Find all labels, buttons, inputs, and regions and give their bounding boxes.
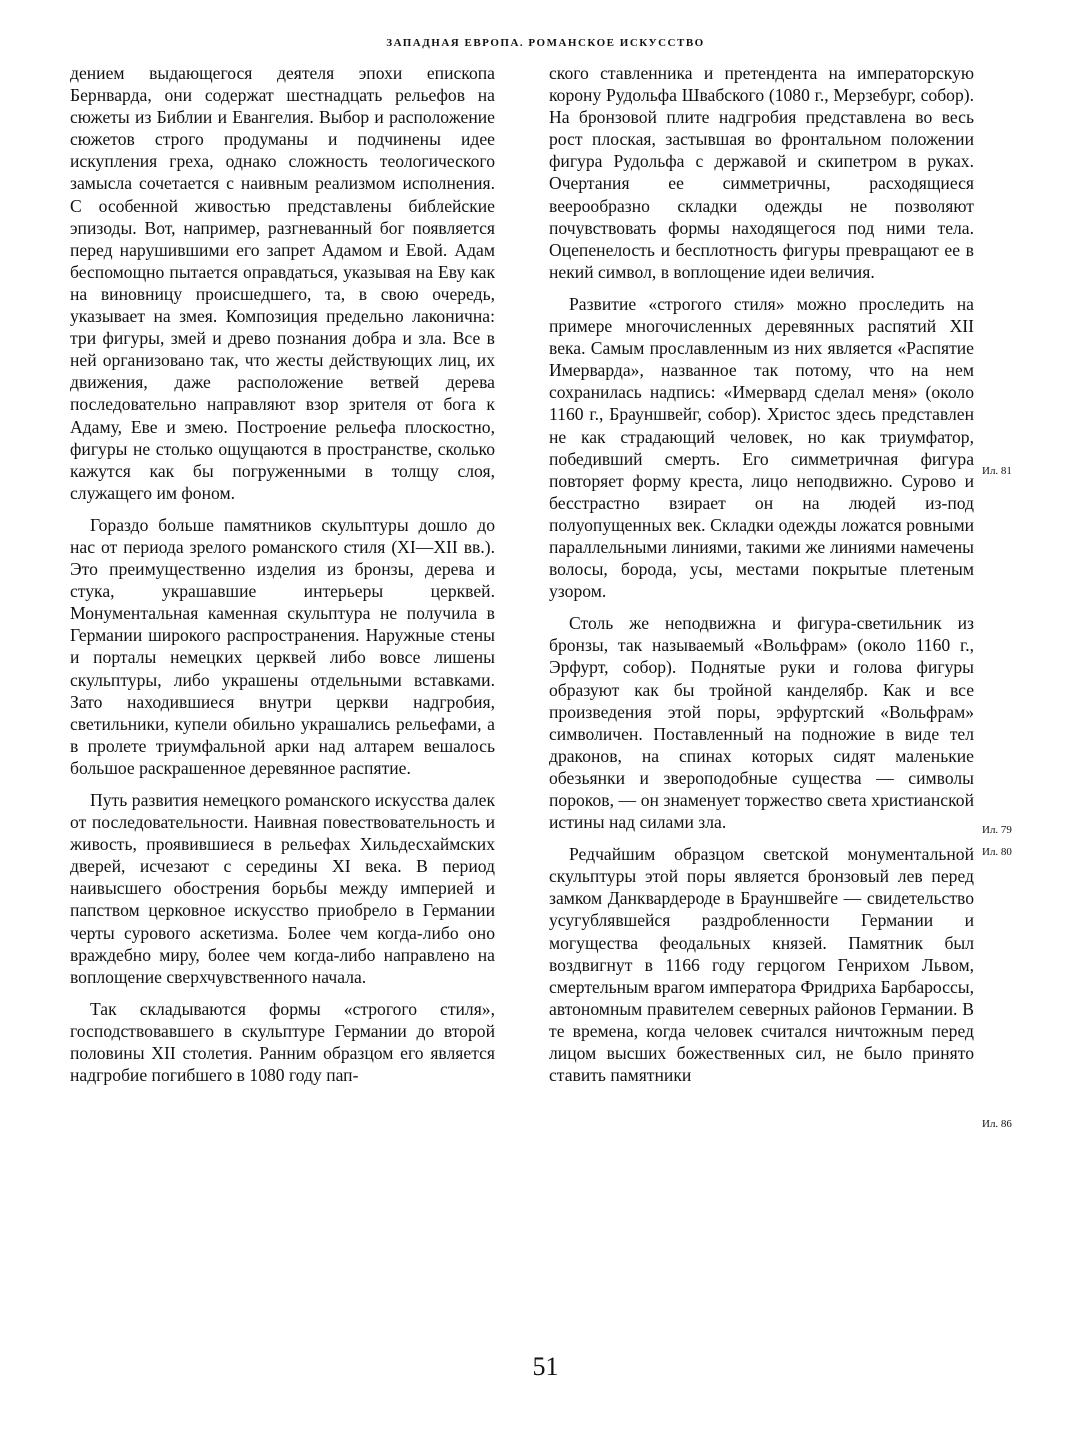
paragraph: Путь развития немецкого романского искусства далек от последовательности. Наивная повествовательность и живость, проявившиеся в рельефах Хильдесхаймских дверей, исчезают с середины XI века. В период наивысшего обострения борьбы между империей и папством церковное искусство приобрело в Германии черты сурового аскетизма. Более чем когда-либо оно враждебно миру, более чем когда-либо направлено на воплощение сверхчувственного начала. <box>70 790 495 987</box>
paragraph: ского ставленника и претендента на императорскую корону Рудольфа Швабского (1080 г., Мерзебург, собор). На бронзовой плите надгробия представлена во весь рост плоская, застывшая во фронтальном положении фигура Рудольфа с державой и скипетром в руках. Очертания ее симметричны, расходящиеся веерообразно складки одежды не позволяют почувствовать формы находящегося под ними тела. Оцепенелость и бесплотность фигуры превращают ее в некий символ, в воплощение идеи величия. <box>549 63 974 282</box>
running-header: ЗАПАДНАЯ ЕВРОПА. РОМАНСКОЕ ИСКУССТВО <box>386 37 705 49</box>
paragraph: Редчайшим образцом светской монументальной скульптуры этой поры является бронзовый лев перед замком Данквардероде в Брауншвейге — свидетельство усугублявшейся раздробленности Германии и могущества феодальных князей. Памятник был воздвигнут в 1166 году герцогом Генрихом Львом, смертельным врагом императора Фридриха Барбароссы, автономным правителем северных районов Германии. В те времена, когда человек считался ничтожным перед лицом высших божественных сил, не было принято ставить памятники <box>549 844 974 1086</box>
illustration-ref: Ил. 86 <box>982 1118 1012 1130</box>
illustration-ref: Ил. 79 <box>982 824 1012 836</box>
illustration-ref: Ил. 80 <box>982 846 1012 858</box>
illustration-ref: Ил. 81 <box>982 465 1012 477</box>
right-column <box>549 62 974 1086</box>
paragraph: дением выдающегося деятеля эпохи епископа Бернварда, они содержат шестнадцать рельефов на сюжеты из Библии и Евангелия. Выбор и расположение сюжетов строго продуманы и подчинены идее искупления греха, однако сложность теологического замысла сочетается с наивным реализмом исполнения. С особенной живостью представлены библейские эпизоды. Вот, например, разгневанный бог появляется перед нарушившими его запрет Адамом и Евой. Адам беспомощно пытается оправдаться, указывая на Еву как на виновницу происшедшего, та, в свою очередь, указывает на змея. Композиция предельно лаконична: три фигуры, змей и древо познания добра и зла. Все в ней организовано так, что жесты действующих лиц, их движения, даже расположение ветвей дерева последовательно направляют взор зрителя от бога к Адаму, Еве и змею. Построение рельефа плоскостно, фигуры не столько ощущаются в пространстве, сколько кажутся как бы погруженными в толщу слоя, служащего им фоном. <box>70 63 495 503</box>
paragraph: Развитие «строгого стиля» можно проследить на примере многочисленных деревянных распятий XII века. Самым прославленным из них является «Распятие Имерварда», названное так потому, что на нем сохранилась надпись: «Имервард сделал меня» (около 1160 г., Брауншвейг, собор). Христос здесь представлен не как страдающий человек, но как триумфатор, победивший смерть. Его симметричная фигура повторяет форму креста, лицо неподвижно. Сурово и бесстрастно взирает он на людей из-под полуопущенных век. Складки одежды ложатся ровными параллельными линиями, такими же линиями намечены волосы, борода, усы, местами покрытые плетеным узором. <box>549 293 974 602</box>
page-number: 51 <box>532 1352 559 1381</box>
left-column <box>70 62 495 1086</box>
paragraph: Так складываются формы «строгого стиля», господствовавшего в скульптуре Германии до второй половины XII столетия. Ранним образцом его является надгробие погибшего в 1080 году пап- <box>70 998 495 1086</box>
paragraph: Столь же неподвижна и фигура-светильник из бронзы, так называемый «Вольфрам» (около 1160 г., Эрфурт, собор). Поднятые руки и голова фигуры образуют как бы тройной канделябр. Как и все произведения этой поры, эрфуртский «Вольфрам» символичен. Поставленный на подножие в виде тел драконов, на спинах которых сидят маленькие обезьянки и звероподобные существа — символы пороков, — он знаменует торжество света христианской истины над силами зла. <box>549 613 974 833</box>
paragraph: Гораздо больше памятников скульптуры дошло до нас от периода зрелого романского стиля (XI—XII вв.). Это преимущественно изделия из бронзы, дерева и стука, украшавшие интерьеры церквей. Монументальная каменная скульптура не получила в Германии широкого распространения. Наружные стены и порталы немецких церквей либо вовсе лишены скульптуры, либо украшены отдельными вставками. Зато находившиеся внутри церкви надгробия, светильники, купели обильно украшались рельефами, а в пролете триумфальной арки над алтарем вешалось большое раскрашенное деревянное распятие. <box>70 514 495 778</box>
